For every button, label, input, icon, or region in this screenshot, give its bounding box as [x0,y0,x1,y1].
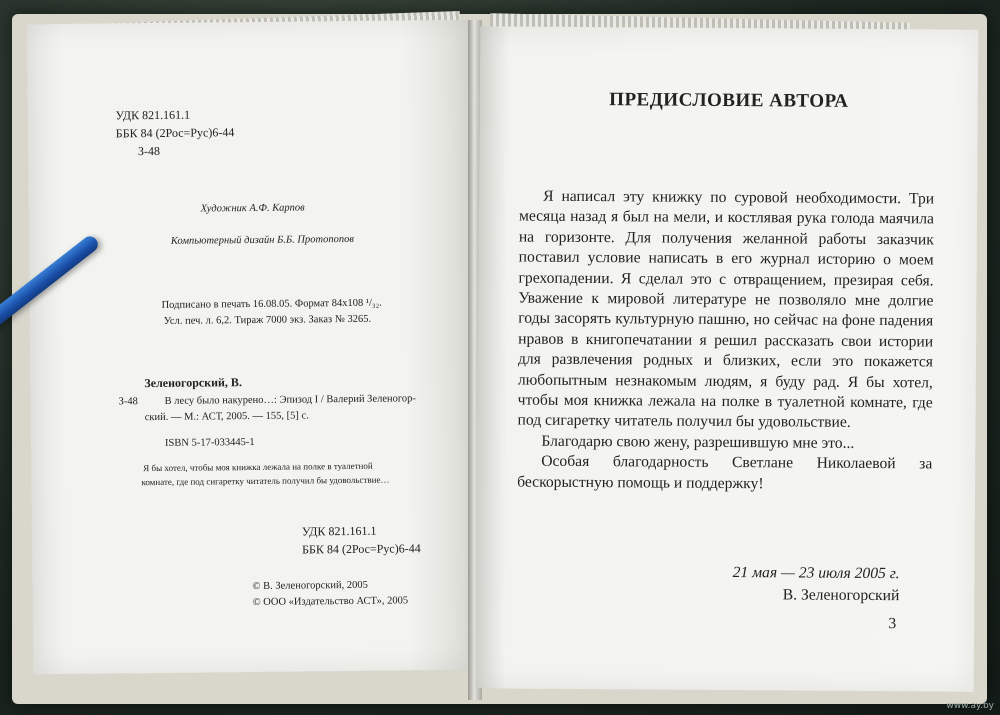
annotation-line-1: Я бы хотел, чтобы моя книжка лежала на полке в туалетной [143,460,373,474]
bib-line-1: В лесу было накурено…: Эпизод I / Валерий Зеленогор- [164,393,416,407]
udk-top: УДК 821.161.1 [115,107,191,123]
print-line-1: Подписано в печать 16.08.05. Формат 84х108 ¹/₃₂. [161,297,382,311]
preface-paragraph-1: Я написал эту книжку по суровой необходимости. Три месяца назад я был на мели, и костлявая рука голода маячила на горизонте. Для получения желанной работы заказчик поставил условие написать в его журнал историю о моем грехопадении. Я сделал это с отвращением, презирая себя. Уважение к мировой литературе не позволяло мне долгие годы засорять культурную пашню, но сейчас на фоне падения нравов в книгопечатании я решил рассказать свои истории для развлечения родных и близких, если это покажется любопытным незнакомым людям, я буду рад. Я бы хотел, чтобы моя книжка лежала на полке в туалетной комнате, где под сигаретку читатель получил бы удовольствие. [517,187,935,432]
author-sign: З-48 [118,396,138,408]
author-sign-top: З-48 [137,143,161,159]
print-line-2: Усл. печ. л. 6,2. Тираж 7000 экз. Заказ № 3265. [163,313,372,327]
preface-date: 21 мая — 23 июля 2005 г. [732,564,900,583]
designer-credit: Компьютерный дизайн Б.Б. Протопопов [170,233,354,247]
author-heading: Зеленогорский, В. [144,375,242,391]
preface-paragraph-3: Особая благодарность Светлане Николаевой за бескорыстную помощь и поддержку! [517,452,933,492]
artist-credit: Художник А.Ф. Карпов [200,202,305,215]
preface-signature: В. Зеленогорский [782,586,900,605]
right-page-preface [476,26,979,691]
bbk-top: ББК 84 (2Рос=Рус)6-44 [115,125,235,141]
watermark: www.ay.by [946,701,994,711]
bbk-bottom: ББК 84 (2Рос=Рус)6-44 [302,541,421,557]
copyright-publisher: © ООО «Издательство АСТ», 2005 [252,595,409,608]
copyright-author: © В. Зеленогорский, 2005 [252,579,368,592]
page-number: 3 [888,615,897,633]
isbn: ISBN 5-17-033445-1 [164,436,255,449]
bib-line-2: ский. — М.: АСТ, 2005. — 155, [5] с. [144,410,309,424]
preface-body [517,187,934,496]
preface-paragraph-2: Благодарю свою жену, разрешившую мне это... [541,432,855,452]
annotation-line-2: комнате, где под сигаретку читатель получил бы удовольствие… [141,474,390,488]
udk-bottom: УДК 821.161.1 [301,523,377,539]
preface-title: ПРЕДИСЛОВИЕ АВТОРА [609,89,849,112]
left-page-imprint [27,20,476,675]
